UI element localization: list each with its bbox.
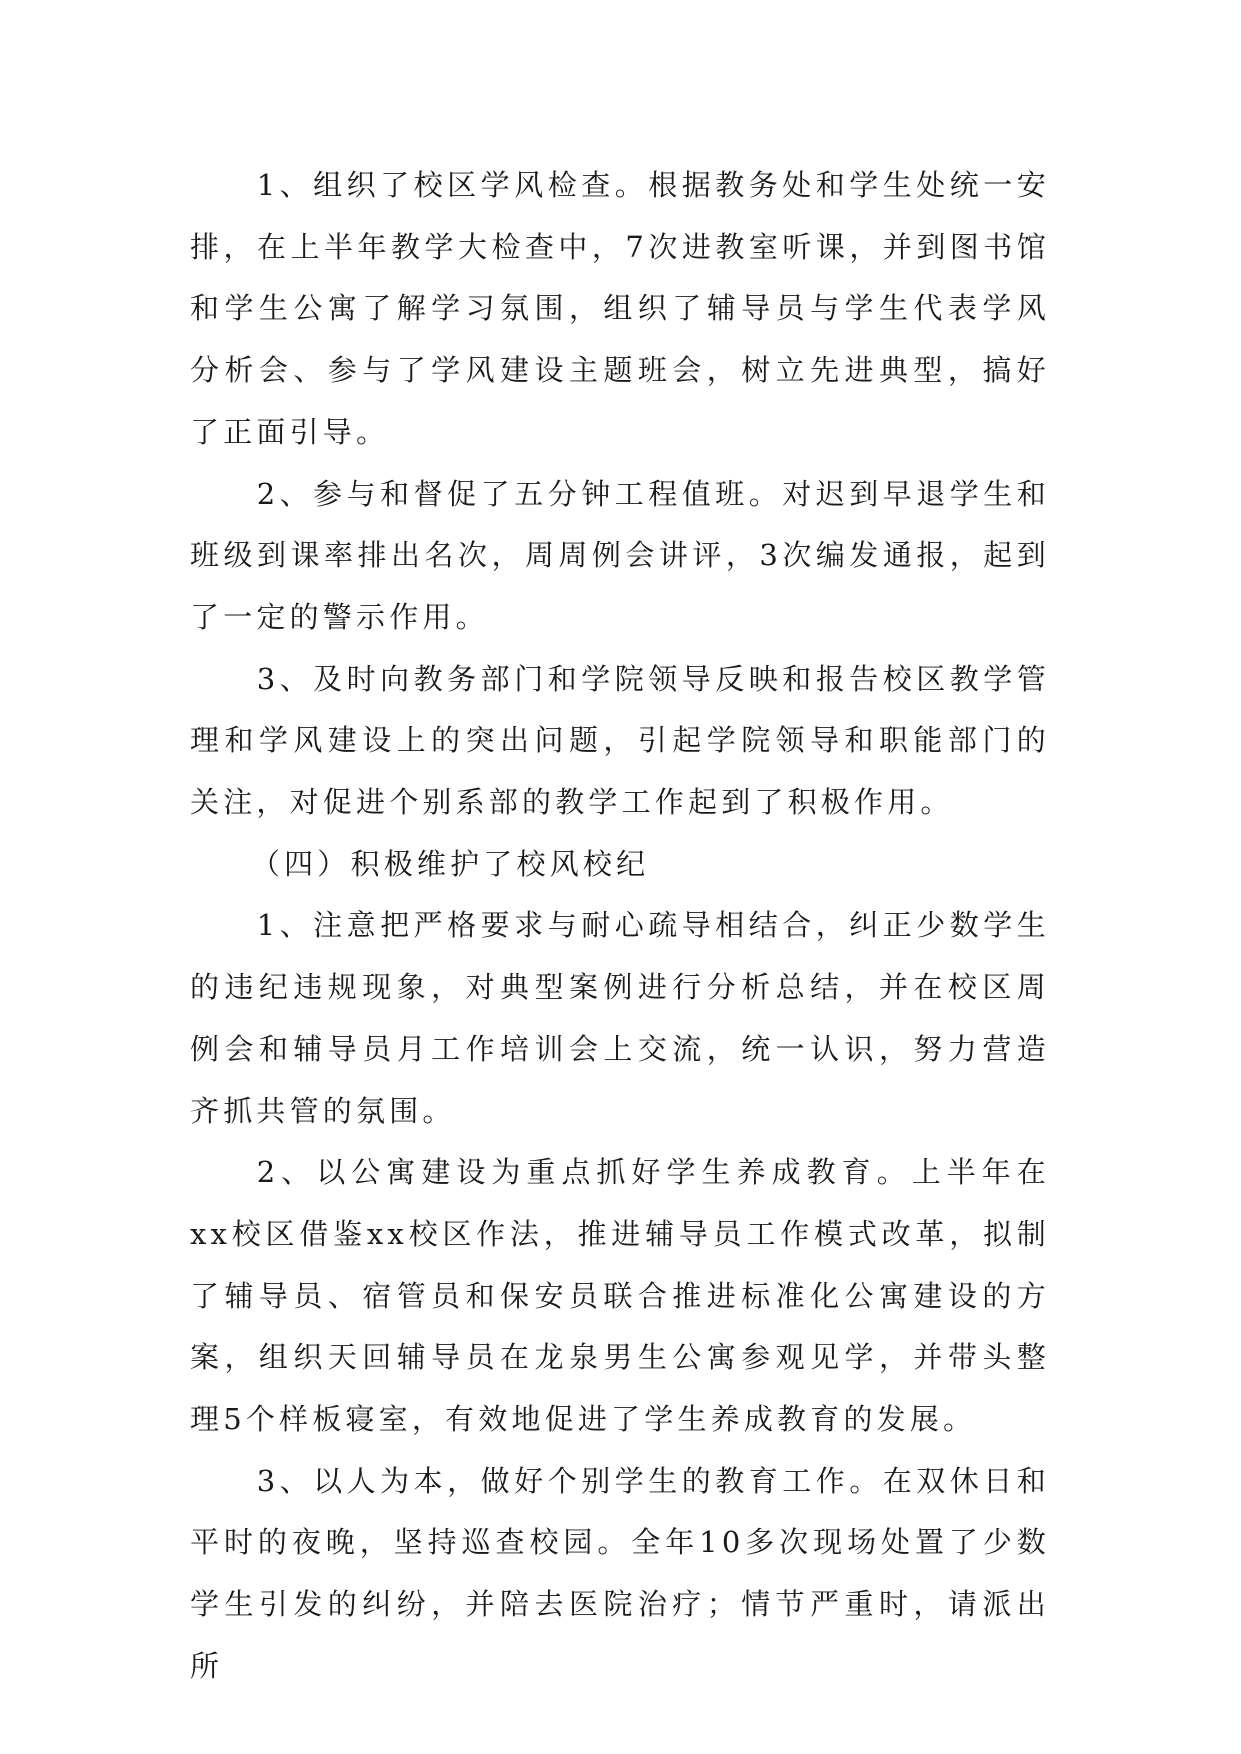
paragraph-report-issues: 3、及时向教务部门和学院领导反映和报告校区教学管理和学风建设上的突出问题，引起学院领导和职能部门的关注，对促进个别系部的教学工作起到了积极作用。 <box>190 661 1050 820</box>
paragraph-five-minute-duty: 2、参与和督促了五分钟工程值班。对迟到早退学生和班级到课率排出名次，周周例会讲评，3次编发通报，起到了一定的警示作用。 <box>190 476 1050 634</box>
paragraph-study-style-inspection: 1、组织了校区学风检查。根据教务处和学生处统一安排，在上半年教学大检查中，7次进教室听课，并到图书馆和学生公寓了解学习氛围，组织了辅导员与学生代表学风分析会、参与了学风建设主题班会，树立先进典型，搞好了正面引导。 <box>190 168 1050 449</box>
paragraph-individual-education: 3、以人为本，做好个别学生的教育工作。在双休日和平时的夜晚，坚持巡查校园。全年10多次现场处置了少数学生引发的纠纷，并陪去医院治疗；情节严重时，请派出所 <box>190 1463 1050 1683</box>
document-body <box>190 155 1050 1698</box>
paragraph-strict-and-guidance: 1、注意把严格要求与耐心疏导相结合，纠正少数学生的违纪违规现象，对典型案例进行分析总结，并在校区周例会和辅导员月工作培训会上交流，统一认识，努力营造齐抓共管的氛围。 <box>190 908 1050 1128</box>
section-heading-discipline: （四）积极维护了校风校纪 <box>250 846 650 881</box>
paragraph-apartment-building: 2、以公寓建设为重点抓好学生养成教育。上半年在xx校区借鉴xx校区作法，推进辅导员工作模式改革，拟制了辅导员、宿管员和保安员联合推进标准化公寓建设的方案，组织天回辅导员在龙泉男生公寓参观见学，并带头整理5个样板寝室，有效地促进了学生养成教育的发展。 <box>190 1155 1050 1437</box>
